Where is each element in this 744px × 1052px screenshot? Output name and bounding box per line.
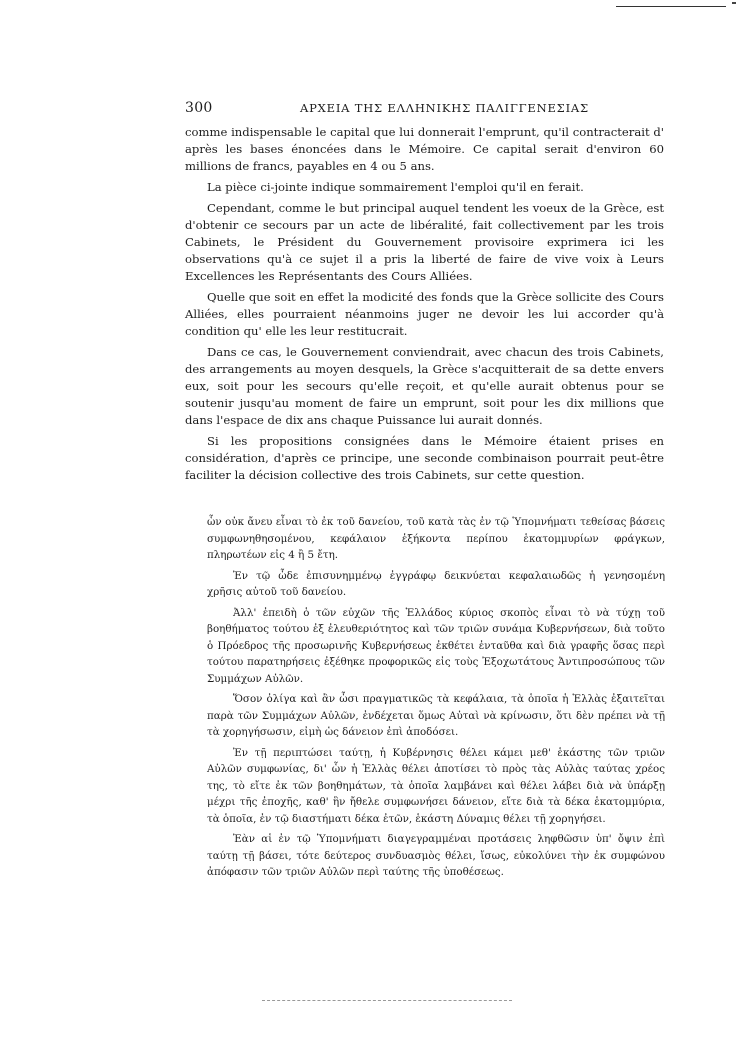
greek-paragraph: Ἀλλ' ἐπειδὴ ὁ τῶν εὐχῶν τῆς Ἑλλάδος κύριος σκοπὸς εἶναι τὸ νὰ τύχῃ τοῦ βοηθήματος τούτου ἐξ ἐλευθεριότητος καὶ τῶν τριῶν συνάμα Κυβερνήσεων, διὰ τοῦτο ὁ Πρόεδρος τῆς προσωρινῆς Κυβερνήσεως ἐκθέτει ἐνταῦθα καὶ διὰ γραφῆς ὅσας περὶ τούτου παρατηρήσεις ἐξέθηκε προφορικῶς εἰς τοὺς Ἐξοχωτάτους Ἀντιπροσώπους τῶν Συμμάχων Αὐλῶν. xyxy=(207,606,665,685)
bottom-rule xyxy=(262,1000,512,1001)
greek-paragraph: Ἐν τῇ περιπτώσει ταύτῃ, ἡ Κυβέρνησις θέλει κάμει μεθ' ἑκάστης τῶν τριῶν Αὐλῶν συμφωνίας, δι' ὧν ἡ Ἑλλὰς θέλει ἀποτίσει τὸ πρὸς τὰς Αὐλὰς ταύτας χρέος της, τὸ εἴτε ἐκ τῶν βοηθημάτων, τὰ ὁποῖα λαμβάνει καὶ θέλει λάβει διὰ νὰ ὑπάρξῃ μέχρι τῆς ἐποχῆς, καθ' ἣν ἤθελε συμφωνήσει δάνειον, εἴτε διὰ τὰ δέκα ἑκατομμύρια, τὰ ὁποῖα, ἐν τῷ διαστήματι δέκα ἐτῶν, ἑκάστη Δύναμις θέλει τῇ χορηγήσει. xyxy=(207,746,665,825)
top-rule xyxy=(616,6,726,7)
french-paragraph: Si les propositions consignées dans le Mémoire étaient prises en considération, d'après ce principe, une seconde combinaison pourrait peut-être faciliter la décision collective des trois Cabinets, sur cette question. xyxy=(185,434,664,482)
french-paragraph: Dans ce cas, le Gouvernement conviendrait, avec chacun des trois Cabinets, des arrangements au moyen desquels, la Grèce s'acquitterait de sa dette envers eux, soit pour les secours qu'elle reçoit, et qu'elle aurait obtenus pour se soutenir jusqu'au moment de faire un emprunt, soit pour les dix millions que dans l'espace de dix ans chaque Puissance lui aurait donnés. xyxy=(185,345,664,427)
greek-paragraph: Ἐὰν αἱ ἐν τῷ Ὑπομνήματι διαγεγραμμέναι προτάσεις ληφθῶσιν ὑπ' ὄψιν ἐπὶ ταύτῃ τῇ βάσει, τότε δεύτερος συνδυασμὸς θέλει, ἴσως, εὐκολύνει τὴν ἐκ συμφώνου ἀπόφασιν τῶν τριῶν Αὐλῶν περὶ ταύτης τῆς ὑποθέσεως. xyxy=(207,833,665,878)
french-paragraph: Quelle que soit en effet la modicité des fonds que la Grèce sollicite des Cours Alliées, elles pourraient néanmoins juger ne devoir les lui accorder qu'à condition qu' elle les leur restitucrait. xyxy=(185,290,664,338)
french-paragraph: La pièce ci-jointe indique sommairement l'emploi qu'il en ferait. xyxy=(207,180,584,194)
page-number: 300 xyxy=(185,100,213,116)
running-title: ΑΡΧΕΙΑ ΤΗΣ ΕΛΛΗΝΙΚΗΣ ΠΑΛΙΓΓΕΝΕΣΙΑΣ xyxy=(300,101,589,115)
greek-paragraph: ὧν οὐκ ἄνευ εἶναι τὸ ἐκ τοῦ δανείου, τοῦ κατὰ τὰς ἐν τῷ Ὑπομνήματι τεθείσας βάσεις συμφωνηθησομένου, κεφάλαιον ἑξήκοντα περίπου ἑκατομμυρίων φράγκων, πληρωτέων εἰς 4 ἢ 5 ἔτη. xyxy=(207,516,665,561)
page-header xyxy=(185,100,665,116)
greek-text-block xyxy=(207,514,665,885)
top-mark xyxy=(732,2,736,4)
french-paragraph: Cependant, comme le but principal auquel tendent les voeux de la Grèce, est d'obtenir ce secours par un acte de libéralité, fait collectivement par les trois Cabinets, le Président du Gouvernement provisoire exprimera ici les observations qu'à ce sujet il a pris la liberté de faire de vive voix à Leurs Excellences les Représentants des Cours Alliées. xyxy=(185,201,664,283)
greek-paragraph: Ὅσον ὀλίγα καὶ ἂν ὦσι πραγματικῶς τὰ κεφάλαια, τὰ ὁποῖα ἡ Ἑλλὰς ἐξαιτεῖται παρὰ τῶν Συμμάχων Αὐλῶν, ἐνδέχεται ὅμως Αὐταὶ νὰ κρίνωσιν, ὅτι δὲν πρέπει νὰ τῇ τὰ χορηγήσωσιν, εἰμὴ ὡς δάνειον ἐπὶ ἀποδόσει. xyxy=(207,693,665,738)
french-text-block xyxy=(185,124,664,488)
french-paragraph: comme indispensable le capital que lui donnerait l'emprunt, qu'il contracterait d' après les bases énoncées dans le Mémoire. Ce capital serait d'environ 60 millions de francs, payables en 4 ou 5 ans. xyxy=(185,125,664,173)
greek-paragraph: Ἐν τῷ ὧδε ἐπισυνημμένῳ ἐγγράφῳ δεικνύεται κεφαλαιωδῶς ἡ γενησομένη χρῆσις αὐτοῦ τοῦ δανείου. xyxy=(207,569,665,598)
